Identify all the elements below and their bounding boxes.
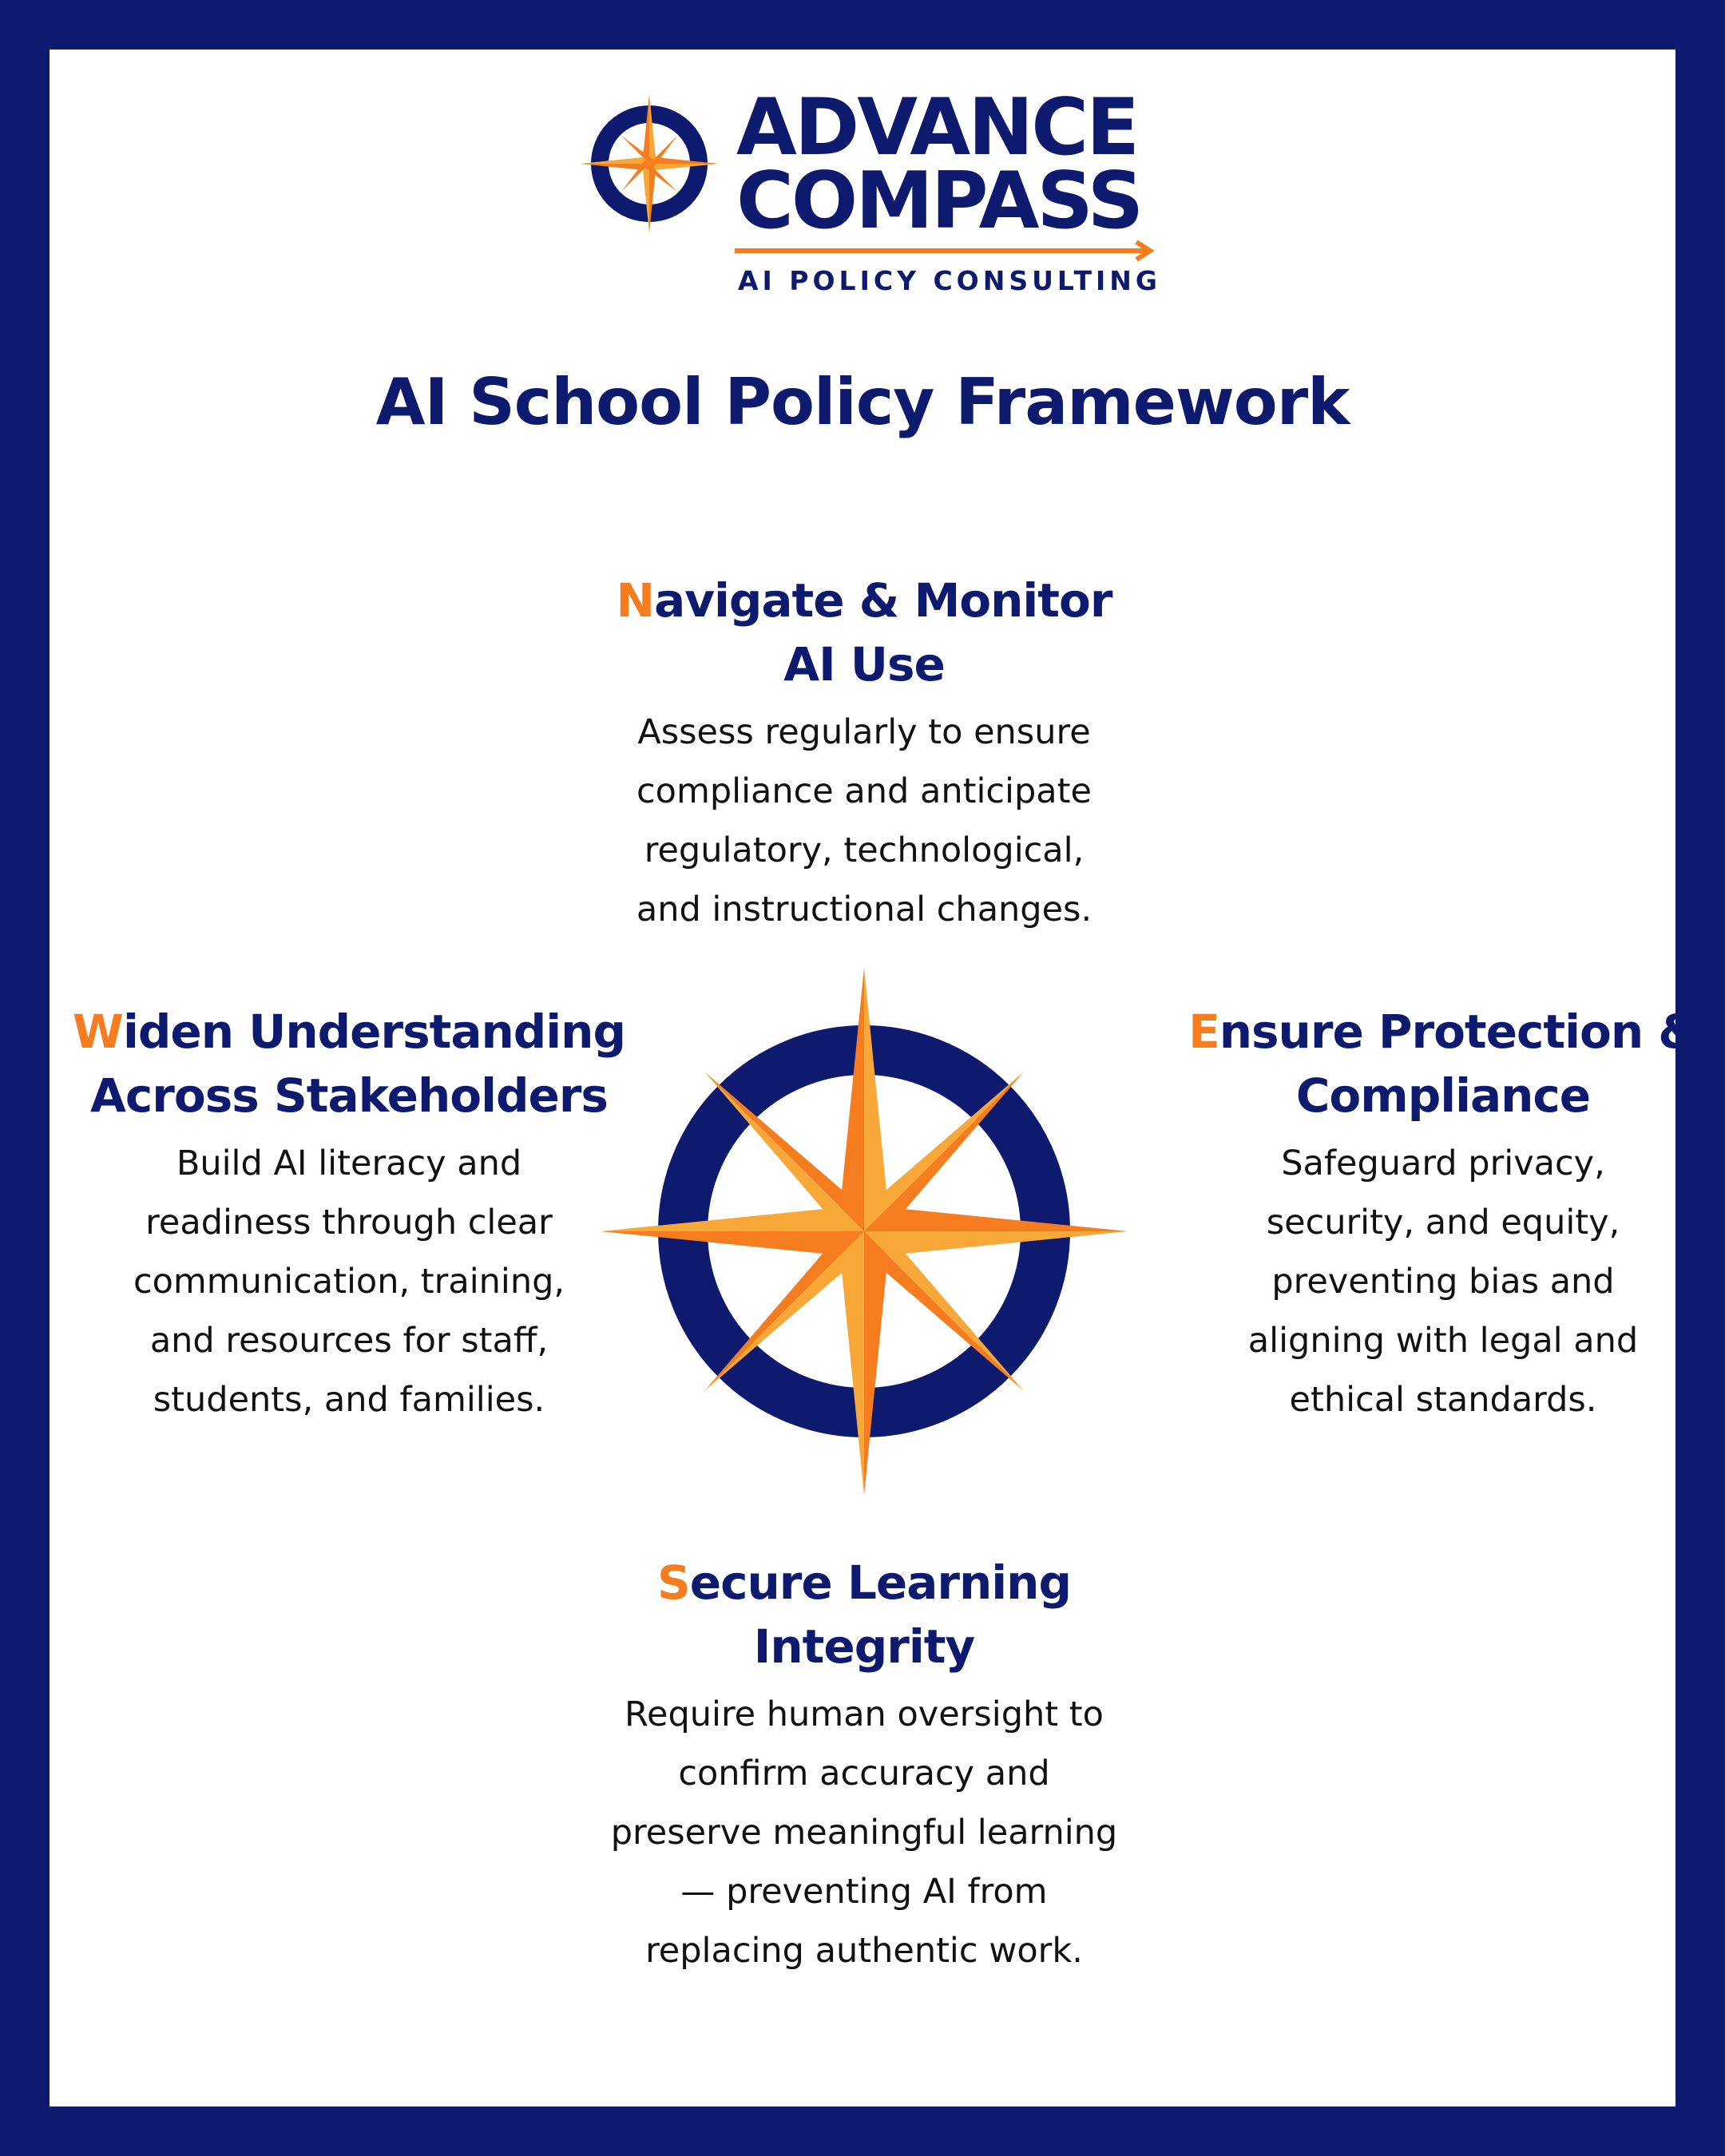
heading-text: iden Understanding [123,1005,625,1059]
section-heading [1104,1000,1725,1128]
section-body [1104,1134,1725,1429]
page-title: AI School Policy Framework [375,365,1350,439]
heading-initial: S [657,1556,690,1610]
brand-line1: ADVANCE [736,82,1138,173]
body-line: Build AI literacy and [176,1143,522,1183]
body-line: confirm accuracy and [678,1754,1050,1793]
body-line: students, and families. [153,1380,545,1420]
body-line: preventing bias and [1271,1262,1615,1302]
heading-text: nsure Protection & [1219,1005,1698,1059]
body-line: preserve meaningful learning [610,1813,1118,1853]
body-line: ethical standards. [1289,1380,1597,1420]
section-heading [50,1000,648,1128]
body-line: regulatory, technological, [644,830,1085,870]
heading-line2: Compliance [1295,1068,1591,1123]
arrow-underline-icon [733,239,1164,263]
section-widen [50,1000,648,1429]
body-line: and resources for staff, [149,1321,549,1361]
brand-tagline: AI POLICY CONSULTING [738,265,1161,296]
heading-initial: E [1188,1005,1219,1059]
body-line: — preventing AI from [680,1872,1048,1912]
body-line: communication, training, [133,1262,565,1302]
compass-rose-icon [601,968,1128,1495]
body-line: replacing authentic work. [645,1931,1083,1971]
body-line: aligning with legal and [1247,1321,1639,1361]
brand-line2: COMPASS [736,156,1142,247]
section-heading [545,569,1184,696]
body-line: security, and equity, [1266,1203,1620,1242]
heading-line2: Across Stakeholders [90,1068,608,1123]
section-body [545,1685,1184,1980]
section-heading [545,1551,1184,1678]
body-line: Assess regularly to ensure [637,712,1091,752]
section-ensure [1104,1000,1725,1429]
heading-text: avigate & Monitor [654,573,1112,628]
heading-initial: N [616,573,655,628]
body-line: Safeguard privacy, [1281,1143,1605,1183]
brand-logo [50,50,1675,321]
section-body [545,703,1184,939]
body-line: Require human oversight to [625,1694,1104,1734]
body-line: and instructional changes. [636,890,1092,929]
framework-panel [50,50,1698,2106]
heading-text: ecure Learning [689,1556,1071,1610]
section-navigate [545,569,1184,939]
compass-star-icon [573,88,725,240]
heading-line2: Integrity [753,1619,975,1674]
heading-line2: AI Use [783,637,945,692]
body-line: compliance and anticipate [636,771,1092,811]
brand-name [736,82,1215,247]
section-body [50,1134,648,1429]
heading-initial: W [73,1005,124,1059]
body-line: readiness through clear [145,1203,553,1242]
section-secure [545,1551,1184,1980]
